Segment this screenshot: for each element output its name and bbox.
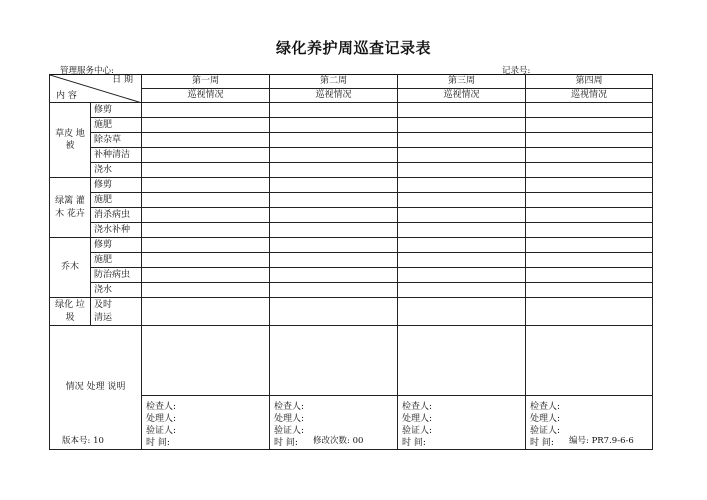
task-item: 除杂草 (91, 133, 142, 148)
inspection-cell[interactable] (270, 208, 398, 223)
inspection-cell[interactable] (270, 253, 398, 268)
inspection-cell[interactable] (526, 163, 653, 178)
inspector-label: 检查人: (274, 402, 305, 412)
handler-label: 处理人: (274, 414, 305, 424)
task-item: 消杀病虫 (91, 208, 142, 223)
task-item: 防治病虫 (91, 268, 142, 283)
week-header-3: 第三周 (398, 75, 526, 89)
inspection-cell[interactable] (398, 118, 526, 133)
inspection-cell[interactable] (142, 103, 270, 118)
week-header-2: 第二周 (270, 75, 398, 89)
signature-cell[interactable] (398, 396, 526, 450)
inspection-cell[interactable] (142, 148, 270, 163)
inspection-cell[interactable] (270, 283, 398, 298)
inspection-cell[interactable] (142, 163, 270, 178)
inspection-cell[interactable] (142, 178, 270, 193)
inspection-cell[interactable] (270, 298, 398, 326)
handler-label: 处理人: (530, 414, 561, 424)
time-label: 时 间: (274, 438, 298, 448)
inspection-cell[interactable] (142, 253, 270, 268)
task-item: 浇水 (91, 283, 142, 298)
inspection-cell[interactable] (270, 118, 398, 133)
task-item: 修剪 (91, 103, 142, 118)
handler-label: 处理人: (402, 414, 433, 424)
inspection-cell[interactable] (526, 193, 653, 208)
inspection-cell[interactable] (142, 238, 270, 253)
verifier-label: 验证人: (274, 426, 305, 436)
verifier-label: 验证人: (402, 426, 433, 436)
revision-count: 修改次数: 00 (313, 436, 364, 446)
task-item: 及时 清运 (91, 298, 142, 326)
inspection-cell[interactable] (270, 133, 398, 148)
inspection-cell[interactable] (398, 208, 526, 223)
inspection-cell[interactable] (398, 193, 526, 208)
explanation-label: 情况 处理 说明 (50, 326, 142, 450)
inspection-cell[interactable] (526, 103, 653, 118)
handler-label: 处理人: (146, 414, 177, 424)
inspection-cell[interactable] (398, 103, 526, 118)
record-number-label: 记录号: (502, 66, 531, 76)
inspection-cell[interactable] (142, 193, 270, 208)
inspection-record-table (49, 74, 653, 450)
inspection-cell[interactable] (270, 103, 398, 118)
inspection-cell[interactable] (142, 268, 270, 283)
inspection-cell[interactable] (270, 148, 398, 163)
date-content-header (50, 75, 142, 103)
task-item: 修剪 (91, 178, 142, 193)
task-item: 补种清洁 (91, 148, 142, 163)
inspection-cell[interactable] (142, 133, 270, 148)
task-item: 施肥 (91, 193, 142, 208)
inspection-cell[interactable] (526, 283, 653, 298)
inspector-label: 检查人: (146, 402, 177, 412)
verifier-label: 验证人: (146, 426, 177, 436)
task-item: 施肥 (91, 253, 142, 268)
inspection-cell[interactable] (398, 178, 526, 193)
week-header-4: 第四周 (526, 75, 653, 89)
inspection-cell[interactable] (526, 133, 653, 148)
inspection-cell[interactable] (526, 253, 653, 268)
inspection-cell[interactable] (398, 223, 526, 238)
explanation-cell[interactable] (270, 326, 398, 396)
inspection-cell[interactable] (526, 268, 653, 283)
explanation-cell[interactable] (398, 326, 526, 396)
inspection-cell[interactable] (142, 208, 270, 223)
date-header-label: 日 期 (112, 75, 133, 85)
inspection-cell[interactable] (398, 238, 526, 253)
inspection-status-header: 巡视情况 (526, 89, 653, 103)
category-cell: 绿篱 灌木 花卉 (50, 178, 91, 238)
inspection-cell[interactable] (142, 298, 270, 326)
explanation-cell[interactable] (526, 326, 653, 396)
inspection-status-header: 巡视情况 (398, 89, 526, 103)
time-label: 时 间: (402, 438, 426, 448)
week-header-1: 第一周 (142, 75, 270, 89)
task-item: 修剪 (91, 238, 142, 253)
service-center-label: 管理服务中心: (60, 66, 114, 76)
inspection-cell[interactable] (526, 238, 653, 253)
inspection-cell[interactable] (526, 208, 653, 223)
inspection-cell[interactable] (398, 148, 526, 163)
content-header-label: 内 容 (56, 91, 77, 101)
inspector-label: 检查人: (530, 402, 561, 412)
inspection-cell[interactable] (142, 223, 270, 238)
inspection-cell[interactable] (270, 268, 398, 283)
inspection-cell[interactable] (398, 283, 526, 298)
inspection-cell[interactable] (526, 223, 653, 238)
inspection-cell[interactable] (398, 163, 526, 178)
category-cell: 草皮 地被 (50, 103, 91, 178)
inspection-cell[interactable] (398, 133, 526, 148)
time-label: 时 间: (530, 438, 554, 448)
inspection-cell[interactable] (270, 178, 398, 193)
inspection-cell[interactable] (142, 118, 270, 133)
inspection-cell[interactable] (142, 283, 270, 298)
inspection-cell[interactable] (526, 298, 653, 326)
inspection-cell[interactable] (270, 223, 398, 238)
time-label: 时 间: (146, 438, 170, 448)
inspection-cell[interactable] (398, 298, 526, 326)
signature-cell[interactable] (142, 396, 270, 450)
form-code: 编号: PR7.9-6-6 (569, 436, 634, 446)
inspector-label: 检查人: (402, 402, 433, 412)
inspection-cell[interactable] (270, 193, 398, 208)
inspection-status-header: 巡视情况 (142, 89, 270, 103)
inspection-cell[interactable] (398, 253, 526, 268)
task-item: 浇水 (91, 163, 142, 178)
verifier-label: 验证人: (530, 426, 561, 436)
form-title: 绿化养护周巡查记录表 (275, 39, 431, 57)
inspection-cell[interactable] (398, 268, 526, 283)
inspection-cell[interactable] (526, 178, 653, 193)
inspection-status-header: 巡视情况 (270, 89, 398, 103)
inspection-cell[interactable] (270, 163, 398, 178)
category-cell: 乔木 (50, 238, 91, 298)
version-number: 版本号: 10 (62, 436, 104, 446)
task-item: 浇水补种 (91, 223, 142, 238)
inspection-cell[interactable] (526, 118, 653, 133)
explanation-cell[interactable] (142, 326, 270, 396)
inspection-cell[interactable] (270, 238, 398, 253)
task-item: 施肥 (91, 118, 142, 133)
category-cell: 绿化 垃圾 (50, 298, 91, 326)
inspection-cell[interactable] (526, 148, 653, 163)
